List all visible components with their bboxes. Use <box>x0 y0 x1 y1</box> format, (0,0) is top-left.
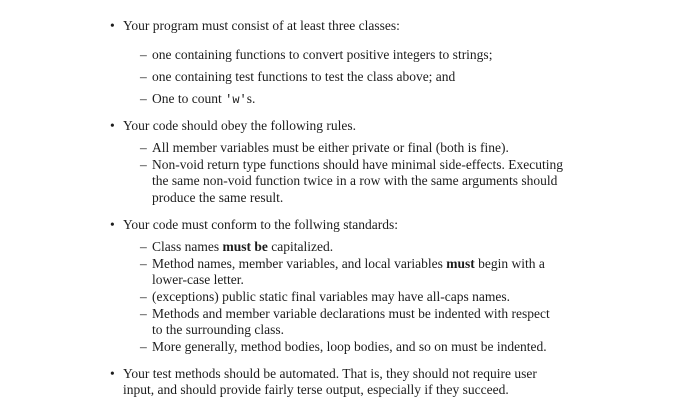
requirement-text <box>123 366 593 398</box>
dash-glyph: – <box>140 256 147 271</box>
dash-glyph: – <box>140 91 147 106</box>
list-item-text <box>152 256 584 289</box>
requirement-line: input, and should provide fairly terse output, especially if they succeed. <box>123 382 509 397</box>
dash-glyph: – <box>140 140 147 155</box>
list-item-text: (exceptions) public static final variables may have all-caps names. <box>152 289 510 304</box>
dash-glyph: – <box>140 69 147 84</box>
dash-glyph: – <box>140 289 147 304</box>
requirement-text: Your program must consist of at least three classes: <box>123 18 400 33</box>
dash-glyph: – <box>140 47 147 62</box>
list-item-text: one containing test functions to test the class above; and <box>152 69 456 84</box>
list-item-text-part: begin with a <box>474 256 545 271</box>
requirement-line: Your test methods should be automated. That is, they should not require user <box>123 366 537 381</box>
bullet-glyph: • <box>110 18 115 33</box>
list-item-line: Non-void return type functions should have minimal side-effects. Executing <box>152 157 564 172</box>
list-item-line: Methods and member variable declarations must be indented with respect <box>152 306 550 321</box>
emphasis: must be <box>222 239 268 254</box>
list-item-line: lower-case letter. <box>152 272 244 288</box>
bullet-glyph: • <box>110 118 115 133</box>
list-item-line: the same non-void function twice in a row with the same arguments should <box>152 173 558 189</box>
list-item-text-part: Method names, member variables, and local variables <box>152 256 447 271</box>
list-item-line: to the surrounding class. <box>152 322 284 338</box>
dash-glyph: – <box>140 157 147 172</box>
list-item-line <box>152 256 584 272</box>
list-item-text: More generally, method bodies, loop bodies, and so on must be indented. <box>152 339 547 354</box>
requirement-text: Your code must conform to the follwing standards: <box>123 217 398 232</box>
bullet-glyph: • <box>110 366 115 381</box>
list-item-text <box>152 239 584 255</box>
list-item-text <box>152 306 584 339</box>
list-item-text: All member variables must be either private or final (both is fine). <box>152 140 509 155</box>
list-item-text-part: Class names <box>152 239 223 254</box>
list-item-text: one containing functions to convert positive integers to strings; <box>152 47 493 62</box>
emphasis: must <box>446 256 475 271</box>
bullet-glyph: • <box>110 217 115 232</box>
list-item-text-part: One to count <box>152 91 226 106</box>
code-literal: 'w' <box>225 93 247 107</box>
list-item-text <box>152 157 584 206</box>
dash-glyph: – <box>140 339 147 354</box>
requirement-text: Your code should obey the following rules. <box>123 118 356 133</box>
list-item-text-part: capitalized. <box>267 239 334 254</box>
dash-glyph: – <box>140 239 147 254</box>
list-item-text <box>152 91 584 108</box>
list-item-text-part: s. <box>246 91 256 106</box>
dash-glyph: – <box>140 306 147 321</box>
list-item-line: produce the same result. <box>152 189 284 205</box>
